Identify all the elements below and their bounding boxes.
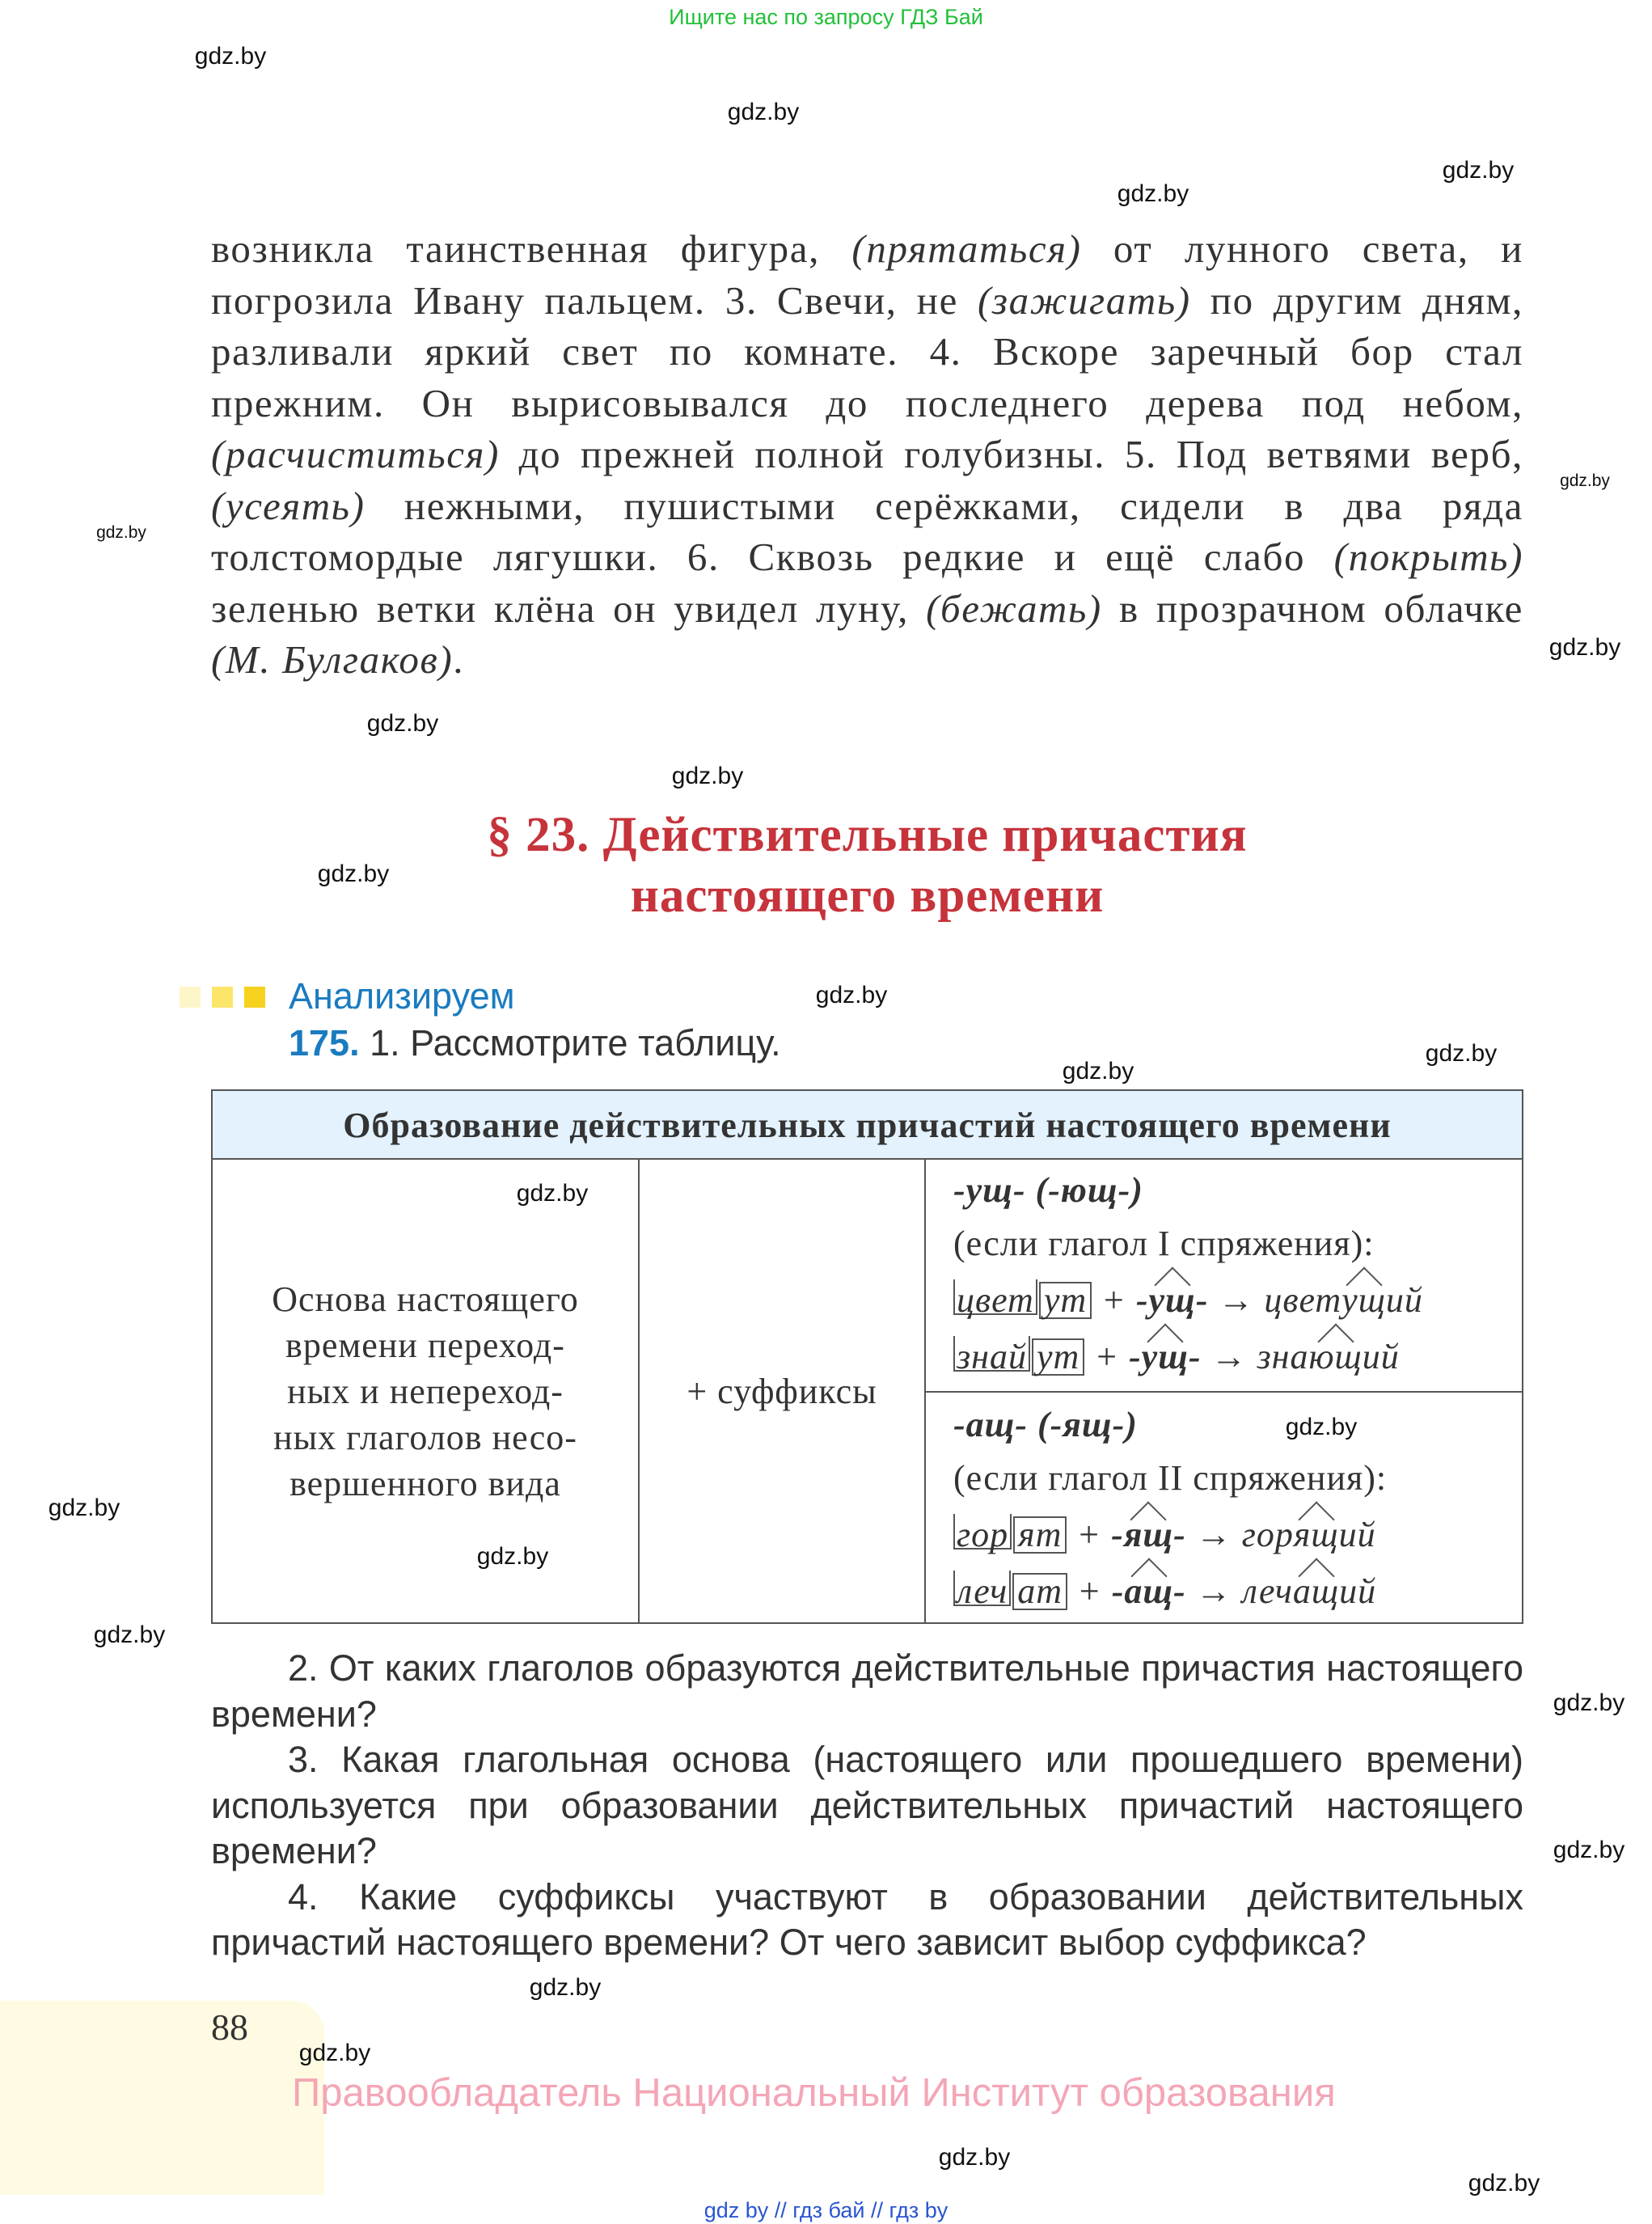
example-row xyxy=(953,1565,1506,1618)
arrow-icon: → xyxy=(1195,1571,1232,1611)
watermark: gdz.by xyxy=(1117,180,1189,207)
word-ending: ат xyxy=(1012,1573,1067,1610)
heading-line-1: § 23. Действительные причастия xyxy=(487,808,1248,862)
word-root: цвет xyxy=(953,1279,1037,1315)
divider xyxy=(924,1391,1522,1393)
bottom-links[interactable]: gdz by // гдз бай // гдз by xyxy=(703,2198,949,2222)
plus-sign: + xyxy=(1101,1280,1126,1320)
suffix-morpheme: ящ xyxy=(1124,1508,1173,1562)
watermark: gdz.by xyxy=(727,99,800,125)
result-suffix: ющ xyxy=(1309,1330,1363,1384)
watermark: gdz.by xyxy=(366,710,439,737)
dash: - xyxy=(1111,1571,1125,1611)
suffix-cell: + суффиксы xyxy=(687,1371,877,1411)
suffix xyxy=(1111,1515,1186,1554)
text-run: возникла таинственная фигура, xyxy=(211,226,852,271)
task-line xyxy=(289,1022,781,1064)
suffix-morpheme: ущ xyxy=(1149,1274,1196,1327)
dash: - xyxy=(1188,1337,1202,1376)
watermark: gdz.by xyxy=(48,1495,120,1521)
watermark: gdz.by xyxy=(194,43,267,70)
heading-line-2: настоящего времени xyxy=(630,869,1105,923)
section-heading xyxy=(211,805,1523,926)
watermark: gdz.by xyxy=(1285,1414,1358,1440)
stem-text xyxy=(272,1276,579,1507)
word-ending: ут xyxy=(1032,1338,1084,1376)
section-marker-square xyxy=(244,987,265,1008)
suffix xyxy=(1112,1571,1186,1611)
watermark: gdz.by xyxy=(1560,471,1610,490)
result-suffix: ущ xyxy=(1341,1274,1386,1327)
result-part: зна xyxy=(1257,1337,1309,1376)
dash: - xyxy=(1135,1280,1149,1320)
watermark: gdz.by xyxy=(1425,1040,1498,1067)
text-run: зеленью ветки клёна он увидел луну, xyxy=(211,586,927,631)
group-1 xyxy=(953,1164,1506,1384)
task-text: 1. Рассмотрите таблицу. xyxy=(370,1022,781,1063)
dash: - xyxy=(1195,1280,1209,1320)
example-row xyxy=(953,1508,1506,1562)
word-root: гор xyxy=(953,1514,1012,1550)
page-number: 88 xyxy=(211,2006,248,2048)
formation-table xyxy=(211,1089,1523,1624)
example-row xyxy=(953,1330,1506,1384)
table-title: Образование действительных причастий настоящего времени xyxy=(213,1091,1522,1160)
question: 4. Какие суффиксы участвуют в образовании действительных причастий настоящего времени? От чего зависит выбор суффикса? xyxy=(211,1875,1523,1963)
verb-hint: (М. Булгаков) xyxy=(211,637,454,682)
word-root: знай xyxy=(953,1336,1030,1372)
stem-line: ных глаголов несо- xyxy=(273,1417,577,1457)
arrow-icon: → xyxy=(1218,1280,1255,1320)
verb-hint: (расчиститься) xyxy=(211,432,500,476)
text-run: до прежней полной голубизны. 5. Под ветвями верб, xyxy=(499,432,1523,476)
verb-hint: (зажигать) xyxy=(978,277,1191,323)
stem-cell xyxy=(213,1160,638,1622)
plus-sign: + xyxy=(1094,1337,1120,1376)
result-part: ий xyxy=(1385,1280,1423,1320)
watermark: gdz.by xyxy=(1442,157,1515,184)
watermark: gdz.by xyxy=(938,2144,1011,2171)
arrow-icon: → xyxy=(1195,1515,1232,1554)
stem-line: времени переход- xyxy=(285,1325,565,1365)
word-ending: ут xyxy=(1039,1282,1092,1319)
watermark: gdz.by xyxy=(815,982,888,1008)
suffix-morpheme: ущ xyxy=(1142,1330,1189,1384)
suffix-label: -ащ- (-ящ-) xyxy=(953,1405,1138,1444)
suffix xyxy=(1136,1280,1209,1320)
dash: - xyxy=(1111,1515,1124,1554)
arrow-icon: → xyxy=(1210,1337,1248,1376)
word-root: леч xyxy=(953,1571,1011,1606)
result-part: леч xyxy=(1241,1571,1293,1611)
dash: - xyxy=(1173,1515,1186,1554)
verb-hint: (бежать) xyxy=(926,586,1102,631)
verb-hint: (усеять) xyxy=(211,483,365,528)
result-part: цвет xyxy=(1264,1280,1342,1320)
condition: (если глагол I спряжения): xyxy=(953,1224,1375,1263)
stem-line: ных и непереход- xyxy=(287,1371,564,1411)
watermark: gdz.by xyxy=(1548,634,1621,661)
result-suffix: ащ xyxy=(1293,1565,1339,1618)
watermark: gdz.by xyxy=(1468,2170,1540,2197)
task-number: 175. xyxy=(289,1022,360,1063)
suffix-label: -ущ- (-ющ-) xyxy=(953,1170,1143,1210)
text-run: . xyxy=(453,637,465,682)
exercise-text xyxy=(211,223,1523,686)
text-run: по другим дням, разливали яркий свет по комнате. 4. Вскоре заречный бор стал прежним. Он вырисовывался до последнего дерева под небом, xyxy=(211,277,1524,425)
questions xyxy=(211,1646,1523,1966)
example-row xyxy=(953,1274,1506,1327)
watermark: gdz.by xyxy=(317,860,390,887)
result-part: гор xyxy=(1241,1515,1294,1554)
suffix-morpheme: ащ xyxy=(1124,1565,1173,1618)
stem-line: вершенного вида xyxy=(289,1463,561,1503)
dash: - xyxy=(1129,1337,1142,1376)
watermark: gdz.by xyxy=(96,523,146,542)
section-marker-square xyxy=(180,987,201,1008)
word-ending: ят xyxy=(1013,1516,1067,1554)
result-suffix: ящ xyxy=(1294,1508,1339,1562)
result-part: ий xyxy=(1338,1515,1376,1554)
dash: - xyxy=(1173,1571,1186,1611)
stem-line: Основа настоящего xyxy=(272,1279,579,1319)
result-part: ий xyxy=(1362,1337,1400,1376)
watermark: gdz.by xyxy=(298,2040,371,2066)
watermark: gdz.by xyxy=(93,1621,166,1648)
group-2 xyxy=(953,1398,1506,1618)
verb-hint: (прятаться) xyxy=(851,226,1082,271)
watermark: gdz.by xyxy=(476,1543,549,1570)
result-part: ий xyxy=(1339,1571,1377,1611)
condition: (если глагол II спряжения): xyxy=(953,1458,1388,1498)
watermark: gdz.by xyxy=(516,1180,589,1207)
section-marker-square xyxy=(212,987,233,1008)
verb-hint: (покрыть) xyxy=(1333,535,1523,579)
watermark: gdz.by xyxy=(1062,1058,1134,1085)
plus-sign: + xyxy=(1077,1571,1102,1611)
text-run: от лунного света, и погрозила Ивану пальцем. 3. Свечи, не xyxy=(211,226,1523,323)
text-run: в прозрачном облачке xyxy=(1101,586,1523,631)
suffix xyxy=(1129,1337,1202,1376)
section-label: Анализируем xyxy=(289,975,515,1017)
watermark: gdz.by xyxy=(1553,1689,1625,1716)
plus-sign: + xyxy=(1076,1515,1102,1554)
watermark: gdz.by xyxy=(1553,1837,1625,1863)
search-hint: Ищите нас по запросу ГДЗ Бай xyxy=(669,5,983,29)
page-corner xyxy=(0,2001,324,2195)
question: 3. Какая глагольная основа (настоящего или прошедшего времени) используется при образовании действительных причастий настоящего времени? xyxy=(211,1739,1523,1871)
copyright-notice: Правообладатель Национальный Институт образования xyxy=(292,2071,1336,2115)
watermark: gdz.by xyxy=(671,763,744,789)
watermark: gdz.by xyxy=(529,1974,602,2001)
text-run: нежными, пушистыми серёжками, сидели в два ряда толстомордые лягушки. 6. Сквозь редкие и ещё слабо xyxy=(211,483,1523,579)
question: 2. От каких глаголов образуются действительные причастия настоящего времени? xyxy=(211,1647,1523,1735)
